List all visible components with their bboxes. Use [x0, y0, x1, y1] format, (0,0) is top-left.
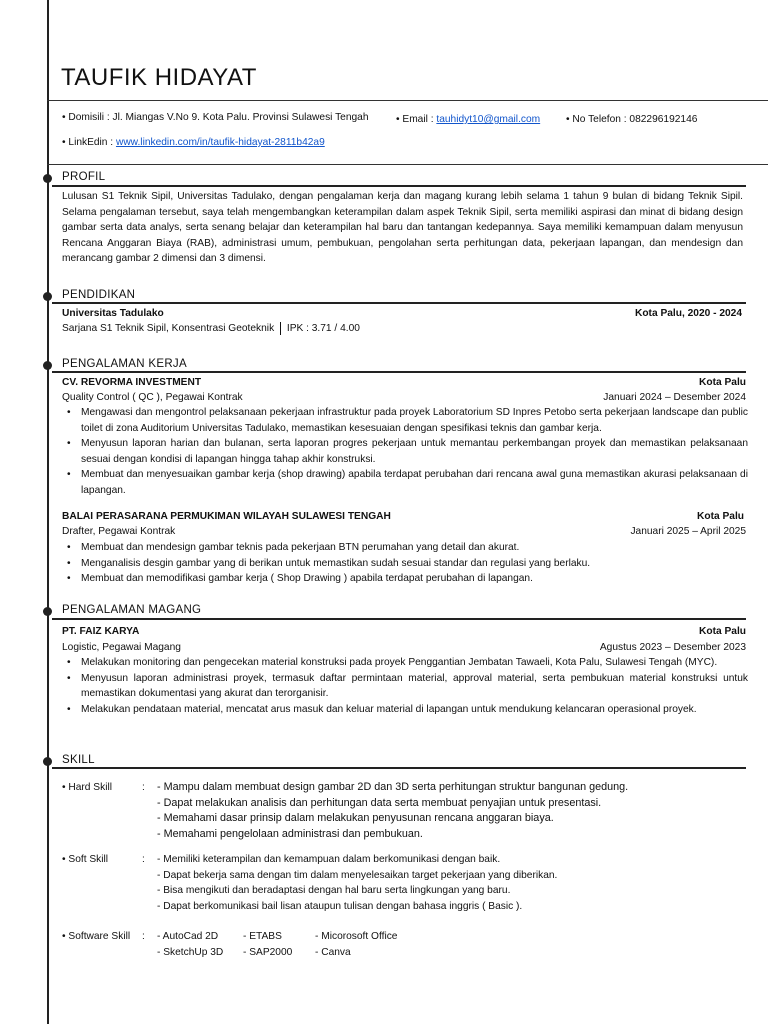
soft-skill-list — [157, 852, 557, 914]
section-bullet-kerja — [43, 361, 52, 370]
list-item: • Menyusun laporan harian dan bulanan, serta laporan progres pekerjaan untuk memantau perkembangan proyek dan memastikan pelaksanaan sesuai dengan kondisi di lapangan hingga tahap akhir konstruksi. — [62, 436, 748, 467]
section-title-pendidikan: PENDIDIKAN — [62, 289, 136, 301]
job-1-duties — [62, 405, 748, 499]
hard-skill-label: • Hard Skill — [62, 782, 112, 793]
list-item: • Menganalisis desgin gambar yang di berikan untuk memastikan sudah sesuai standar dan regulasi yang berlaku. — [62, 556, 748, 572]
software-skill-colon: : — [142, 931, 145, 942]
linkedin-link[interactable]: www.linkedin.com/in/taufik-hidayat-2811b42a9 — [115, 137, 325, 148]
job-1-location: Kota Palu — [699, 377, 746, 388]
profile-summary: Lulusan S1 Teknik Sipil, Universitas Tadulako, dengan pengalaman kerja dan magang kurang lebih selama 1 tahun 9 bulan di bidang Teknik Sipil. Selama pengalaman tersebut, saya telah mengembangkan keterampilan dalam aspek Teknik Sipil, serta memiliki aspirasi dan minat di bidang design gambar serta data analys, serta senang belajar dan keterampilan hal baru dan tantangan kedepannya. Saya memiliki kemampuan dalam menyusun Rencana Anggaran Biaya (RAB), administrasi umum, pembukuan, pengolahan serta perhitungan data, pekerjaan lapangan, dan mendesign dan merancang gambar 2 dimensi dan 3 dimensi. — [62, 191, 743, 265]
job-2-header — [62, 509, 744, 525]
list-item: - Mampu dalam membuat design gambar 2D dan 3D serta perhitungan struktur bangunan gedung. — [157, 781, 629, 793]
list-item: - AutoCad 2D — [157, 931, 219, 942]
header-top-rule — [47, 100, 768, 101]
list-item: - Micorosoft Office — [315, 931, 398, 942]
list-item: - SketchUp 3D — [157, 946, 224, 958]
soft-skill-colon: : — [142, 854, 145, 865]
list-item: • Menyusun laporan administrasi proyek, termasuk daftar permintaan material, approval material, serta pembukuan material konstruksi untuk memastikan dokumentasi yang akurat dan terorganisir. — [62, 671, 748, 702]
degree-ipk-divider — [280, 322, 281, 335]
internship-subheader — [62, 640, 746, 656]
job-2-subheader — [62, 524, 746, 540]
section-bullet-skill — [43, 757, 52, 766]
email-link[interactable]: tauhidyt10@gmail.com — [436, 114, 541, 125]
list-item: • Membuat dan menyesuaikan gambar kerja (shop drawing) apabila terdapat perubahan dari rencana awal guna memastikan akurasi pelaksanaan di lapangan. — [62, 467, 748, 498]
section-rule-kerja — [52, 371, 746, 373]
education-header — [62, 306, 742, 322]
internship-duties — [62, 655, 748, 717]
list-item: - Canva — [315, 946, 351, 958]
linkedin-label: • LinkEdin : — [62, 137, 116, 148]
list-item: • Melakukan monitoring dan pengecekan material konstruksi pada proyek Penggantian Jembatan Tawaeli, Kota Palu, Sulawesi Tengah (MYC). — [62, 655, 748, 671]
list-item: - ETABS — [243, 931, 282, 942]
list-item: - SAP2000 — [243, 946, 293, 958]
list-item: - Dapat bekerja sama dengan tim dalam menyelesaikan target pekerjaan yang diberikan. — [157, 869, 558, 881]
list-item: • Membuat dan mendesign gambar teknis pada pekerjaan BTN perumahan yang detail dan akurat. — [62, 540, 748, 556]
job-2-period: Januari 2025 – April 2025 — [630, 526, 746, 537]
soft-skill-label: • Soft Skill — [62, 854, 109, 865]
hard-skill-list — [157, 780, 628, 842]
job-2-duties — [62, 540, 748, 587]
hard-skill-colon: : — [142, 782, 145, 793]
email-label: • Email : — [396, 114, 437, 125]
job-1-header — [62, 375, 746, 391]
section-rule-pendidikan — [52, 302, 746, 304]
list-item: - Dapat melakukan analisis dan perhitungan data serta membuat penyajian untuk presentasi. — [157, 796, 602, 809]
section-title-kerja: PENGALAMAN KERJA — [62, 358, 187, 370]
internship-role: Logistic, Pegawai Magang — [62, 642, 181, 653]
internship-header — [62, 624, 746, 640]
job-2-company: BALAI PERASARANA PERMUKIMAN WILAYAH SULAWESI TENGAH — [62, 511, 391, 522]
list-item: • Membuat dan memodifikasi gambar kerja ( Shop Drawing ) apabila terdapat perubahan di lapangan. — [62, 571, 748, 587]
section-rule-profil — [52, 185, 746, 187]
section-title-skill: SKILL — [62, 754, 95, 766]
software-skill-label: • Software Skill — [62, 931, 131, 942]
section-bullet-pendidikan — [43, 292, 52, 301]
header-bottom-rule — [47, 164, 768, 165]
list-item: • Melakukan pendataan material, mencatat arus masuk dan keluar material di lapangan untuk mendukung kelancaran operasional proyek. — [62, 702, 748, 718]
job-1-subheader — [62, 390, 746, 406]
section-title-profil: PROFIL — [62, 171, 106, 183]
job-1-period: Januari 2024 – Desember 2024 — [603, 392, 746, 403]
job-2-location: Kota Palu — [697, 511, 744, 522]
section-bullet-profil — [43, 174, 52, 183]
list-item: - Memiliki keterampilan dan kemampuan dalam berkomunikasi dengan baik. — [157, 854, 501, 865]
internship-period: Agustus 2023 – Desember 2023 — [599, 642, 746, 653]
education-place-date: Kota Palu, 2020 - 2024 — [634, 308, 742, 319]
education-school: Universitas Tadulako — [62, 308, 164, 319]
list-item: • Mengawasi dan mengontrol pelaksanaan pekerjaan infrastruktur pada proyek Laboratorium SD Inpres Petobo serta pekerjaan landscape dan public toilet di zona Auditorium Universitas Tadulako, memastikan kesesuaian dengan spesifikasi teknis dan gambar kerja. — [62, 405, 748, 436]
phone: • No Telefon : 082296192146 — [566, 114, 698, 125]
list-item: - Bisa mengikuti dan beradaptasi dengan hal baru serta lingkungan yang baru. — [157, 885, 511, 897]
candidate-name: TAUFIK HIDAYAT — [61, 64, 257, 91]
job-1-company: CV. REVORMA INVESTMENT — [62, 377, 202, 388]
education-ipk: IPK : 3.71 / 4.00 — [286, 323, 360, 334]
education-degree: Sarjana S1 Teknik Sipil, Konsentrasi Geoteknik — [62, 323, 275, 334]
left-timeline-line — [47, 0, 49, 1024]
section-title-magang: PENGALAMAN MAGANG — [62, 604, 202, 616]
section-rule-magang — [52, 618, 746, 620]
list-item: - Memahami pengelolaan administrasi dan pembukuan. — [157, 827, 423, 840]
job-2-role: Drafter, Pegawai Kontrak — [62, 526, 176, 537]
section-bullet-magang — [43, 607, 52, 616]
job-1-role: Quality Control ( QC ), Pegawai Kontrak — [62, 392, 243, 403]
education-degree-line — [62, 321, 360, 337]
internship-company: PT. FAIZ KARYA — [62, 626, 140, 637]
linkedin-line — [62, 135, 325, 151]
domicile: • Domisili : Jl. Miangas V.No 9. Kota Palu. Provinsi Sulawesi Tengah — [62, 112, 369, 123]
software-skill-list — [157, 929, 435, 960]
section-rule-skill — [52, 767, 746, 769]
list-item: - Memahami dasar prinsip dalam melakukan penyusunan rencana anggaran biaya. — [157, 812, 554, 825]
internship-location: Kota Palu — [699, 626, 746, 637]
list-item: - Dapat berkomunikasi bail lisan ataupun tulisan dengan bahasa inggris ( Basic ). — [157, 900, 523, 912]
email-line — [396, 112, 540, 128]
